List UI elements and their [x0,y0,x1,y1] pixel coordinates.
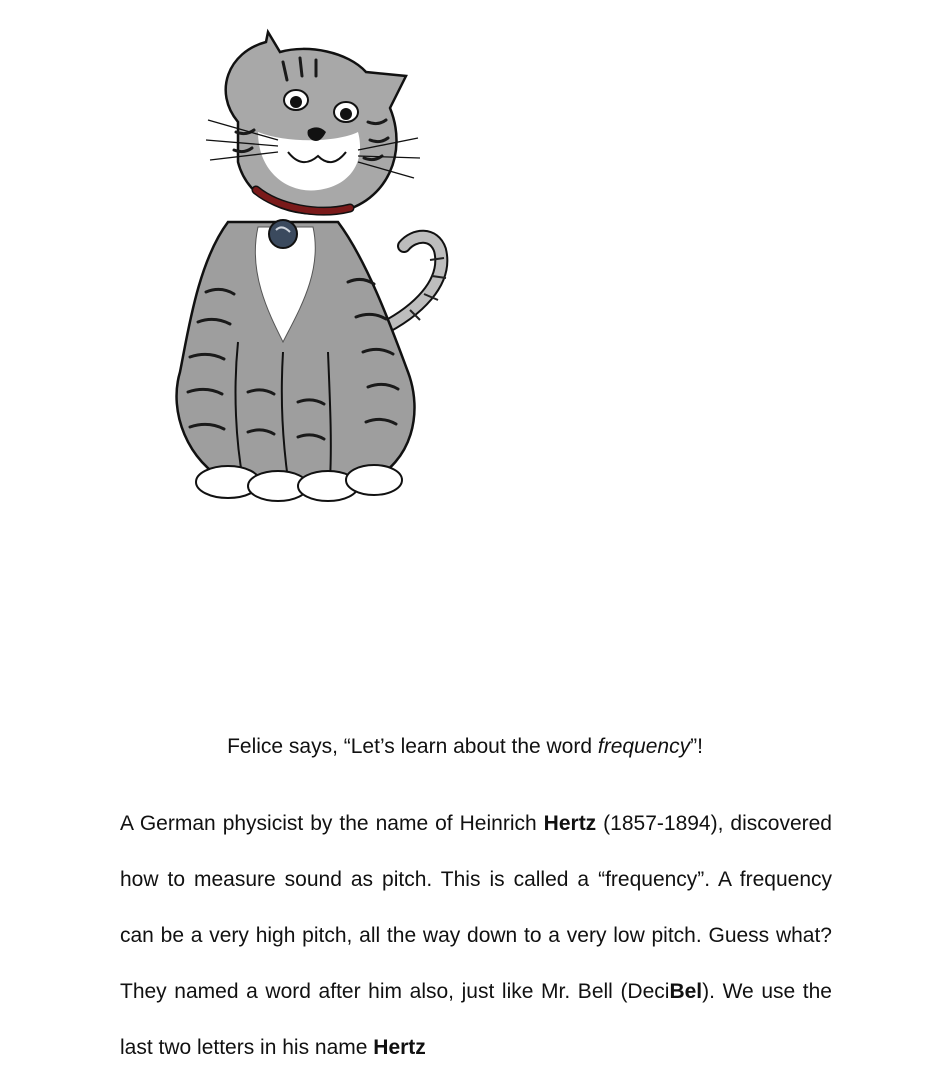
text-segment: (1857-1894), discovered how to measure sound as pitch. This is called a “frequency”. A frequency can be a very high pitch, all the way down to a very low pitch. Guess what? They named a word after him also, just like Mr. Bell (Deci [120,812,832,1003]
text-segment: A German physicist by the name of Heinrich [120,812,544,835]
bold-term-hertz-2: Hertz [373,1036,426,1059]
bold-term-hertz: Hertz [543,812,597,835]
caption-text-start: Felice says, “Let’s learn about the word [227,735,598,758]
bold-term-bel: Bel [669,980,703,1003]
cat-illustration [118,12,498,542]
body-paragraph [120,796,832,1076]
caption-emphasis: frequency [597,735,691,758]
caption-text-end: ”! [690,735,703,758]
caption [0,734,930,760]
text-segment: ). We use the last two letters in his name [120,980,832,1059]
